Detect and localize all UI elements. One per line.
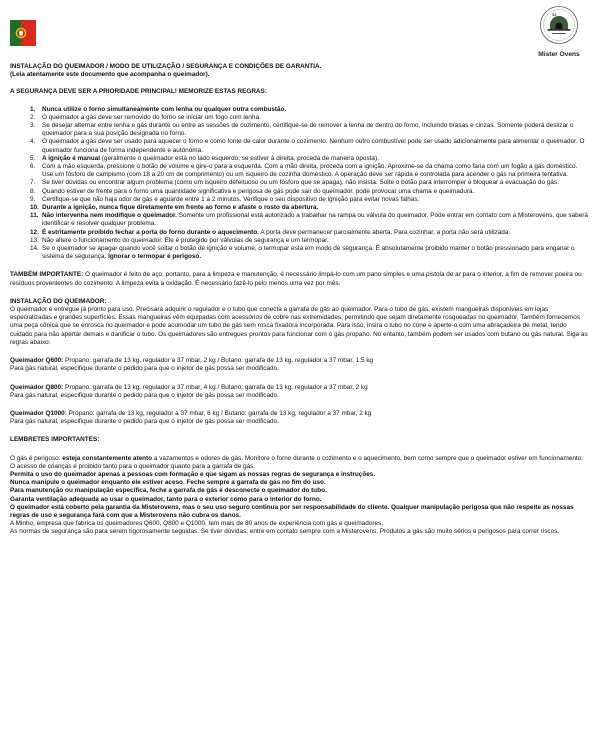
document-body: [10, 63, 590, 537]
safety-heading: A SEGURANÇA DEVE SER A PRIORIDADE PRINCIPAL! MEMORIZE ESTAS REGRAS:: [10, 88, 267, 96]
model-q800-note: Para gás natural, especifique durante o pedido para que o injetor de gás possa ser modificado.: [10, 391, 279, 399]
list-item: 14. Se o queimador se apagar quando você soltar o botão de ignição e volume, o termopar está em modo de segurança. É absolutamente proibido manter o botão pressionado para enganar o sistema de segurança. Ignorar o termopar é perigoso.: [30, 245, 575, 261]
list-item: 3. Se desejar alternar entre lenha e gás durante ou entre as sessões de cozimento, certifique-se de remover a lenha de dentro do forno, incluindo brasas e cinzas. Somente poderá deslizar o queimador para a sua posição designada no forno.: [30, 122, 574, 138]
list-item: 4. O queimador a gás deve ser usado para aquecer o forno e como fonte de calor durante o cozimento. Nenhum outro combustível pode ser usado adicionalmente para alimentar o queimador. O queimador funciona de forma independente e autónoma.: [30, 138, 585, 154]
list-item: 12. É estritamente proibido fechar a porta do forno durante o aquecimento. A porta deve permanecer parcialmente aberta. Para cozinhar, a porta não será utilizada.: [30, 228, 511, 236]
important-paragraph: TAMBÉM IMPORTANTE: O queimador é feito de aço, portanto, para a limpeza e manutenção, é necessário limpá-lo com um pano simples e uma pistola de ar para o interior, a fim de remover poeira ou resíduos provenientes do cozimento. A limpeza evita a oxidação. É necessário fazê-lo pelo menos uma vez por mês.: [10, 271, 582, 287]
model-q600-note: Para gás natural, especifique durante o pedido para que o injetor de gás possa ser modificado.: [10, 365, 279, 373]
model-q1000: Queimador Q1000: Propano: garrafa de 13 kg, regulador a 37 mbar, 6 kg / Butano: garrafa de 13 kg, regulador a 37 mbar, 2 kg: [10, 409, 372, 417]
reminders-heading: LEMBRETES IMPORTANTES:: [10, 436, 100, 444]
list-item: 13. Não altere o funcionamento do queimador. Ele é protegido por válvulas de segurança e um termopar.: [30, 236, 329, 244]
list-item: 7. Se tiver dúvidas ou encontrar algum problema (como um isqueiro defeituoso ou um fósforo que se apaga), não insista. Solte o botão para interromper e bloquear a evacuação do gás.: [30, 179, 559, 187]
list-item: 6. Com a mão esquerda, pressione o botão de volume e gire-o para a esquerda. Com a mão direita, proceda com a ignição. Aproxime-se da chama como faria com um fogão a gás doméstico. Use um fósforo de campismo (com 18 a 20 cm de comprimento) ou um isqueiro de cozinha doméstico. A operação deve ser rápida e controlada para acender o gás na primeira tentativa.: [30, 163, 578, 179]
list-item: 9. Certifique-se que não haja odor de gás e aguarde entre 1 a 2 minutos. Verifique o seu dispositivo de ignição para evitar novas falhas.: [30, 195, 420, 203]
flag-shield: [19, 31, 23, 37]
reminder-bold-line: Nunca manipule o queimador enquanto ele estiver aceso. Feche sempre a garrafa de gás no fim do uso.: [10, 479, 326, 487]
model-q800: Queimador Q800: Propano: garrafa de 13 kg, regulador a 37 mbar, 4 kg / Butano: garrafa de 13 kg, regulador a 37 mbar, 2 kg: [10, 383, 368, 391]
document-subtitle: (Leia atentamente este documento que acompanha o queimador).: [10, 71, 210, 79]
reminder-bold-line: Garanta ventilação adequada ao usar o queimador, tanto para o exterior como para o interior do forno.: [10, 495, 322, 503]
reminder-children: O acesso de crianças é proibido tanto para o queimador quanto para a garrafa de gás.: [10, 462, 256, 470]
reminder-bold-line: Permita o uso do queimador apenas a pessoas com formação e que sigam as nossas regras de segurança e instruções.: [10, 470, 376, 478]
model-q600: Queimador Q600: Propano: garrafa de 13 kg, regulador a 37 mbar, 2 kg / Butano: garrafa de 13 kg, regulador a 37 mbar, 1,5 kg: [10, 357, 374, 365]
safety-rules-list: [10, 106, 590, 262]
list-item: 8. Quando estiver de frente para o forno uma quantidade significativa e perigosa de gás pode sair do queimador, pode provocar uma chama e queimadura.: [30, 187, 475, 195]
reminder-bold-line: Para manutenção ou manipulação específica, feche a garrafa de gás e desconecte o queimador do tubo.: [10, 487, 327, 495]
portugal-flag-icon: [10, 20, 36, 46]
list-item: 11. Não intervenha nem modifique o queimador. Somente um profissional está autorizado a trabalhar na rampa ou válvula do queimador. Pode entrar em contato com a Misterovens, que saberá identificar e resolver qualquer problema.: [30, 212, 588, 228]
list-item: 2. O queimador a gás deve ser removido do forno se iniciar um fogo com lenha.: [30, 113, 261, 121]
reminder-gas-danger: O gás é perigoso: esteja constantemente atento a vazamentos e odores de gás. Monitore o forno durante o cozimento e o aquecimento, bem como sempre que o queimador estiver em funcionamento.: [10, 454, 583, 462]
list-item: 1. Nunca utilize o forno simultaneamente com lenha ou qualquer outra combustão.: [30, 105, 287, 113]
installation-paragraph: O queimador é entregue já pronto para uso. Precisará adquirir o regulador e o tubo que conecta a garrafa de gás ao queimador. Para o tubo de gás, existem mangueiras disponíveis em lojas especializadas e grandes superfícies. Essas mangueiras vêm equipadas com acessórios de cobre nas extremidades, permitindo que sejam diretamente rosqueadas no queimador. Também fornecemos uma peça cônica que se enrosca no queimador e pode acomodar um tubo de gás sem rosca fixadora incorporada. Para isso, insira o tubo no cone e aperte-o com uma abraçadeira de metal, tendo cuidado para não apertar demais e danificar o tubo. Os queimadores são entregues prontos para funcionar com o gás propano. No entanto, também podem ser usados com butano ou gás natural. Siga as regras abaixo:: [10, 306, 588, 346]
list-item: 10. Durante a ignição, nunca fique diretamente em frente ao forno e afaste o rosto da abertura.: [30, 204, 319, 212]
reminder-norms: As normas de segurança são para serem rigorosamente seguidas. Se tiver dúvidas, entre em contato sempre com a Misterovens. Produtos a gás são muito sérios e perigosos para correr riscos.: [10, 528, 560, 536]
document-title: INSTALAÇÃO DO QUEIMADOR / MODO DE UTILIZAÇÃO / SEGURANÇA E CONDIÇÕES DE GARANTIA.: [10, 63, 322, 70]
list-item: 5. A ignição é manual (geralmente o queimador está no lado esquerdo; se estiver à direita, proceda de maneira oposta).: [30, 154, 379, 162]
brand-logo: [524, 5, 594, 58]
installation-heading: INSTALAÇÃO DO QUEIMADOR:: [10, 297, 107, 305]
oven-logo-icon: [539, 5, 579, 45]
reminder-warranty: O queimador está coberto pela garantia da Misterovens, mas o seu uso seguro continua por ser responsabilidade do cliente. Qualquer manipulação perigosa que não respeite as nossas regras de uso e segurança fará com que a Misterovens não cubra os danos.: [10, 503, 574, 519]
model-q1000-note: Para gás natural, especifique durante o pedido para que o injetor de gás possa ser modificado.: [10, 418, 279, 426]
reminder-company: A Minho, empresa que fabrica os queimadores Q600, Q800 e Q1000, tem mais de 80 anos de experiência com gás e queimadores.: [10, 520, 384, 528]
brand-name: Mister Ovens: [538, 51, 580, 58]
